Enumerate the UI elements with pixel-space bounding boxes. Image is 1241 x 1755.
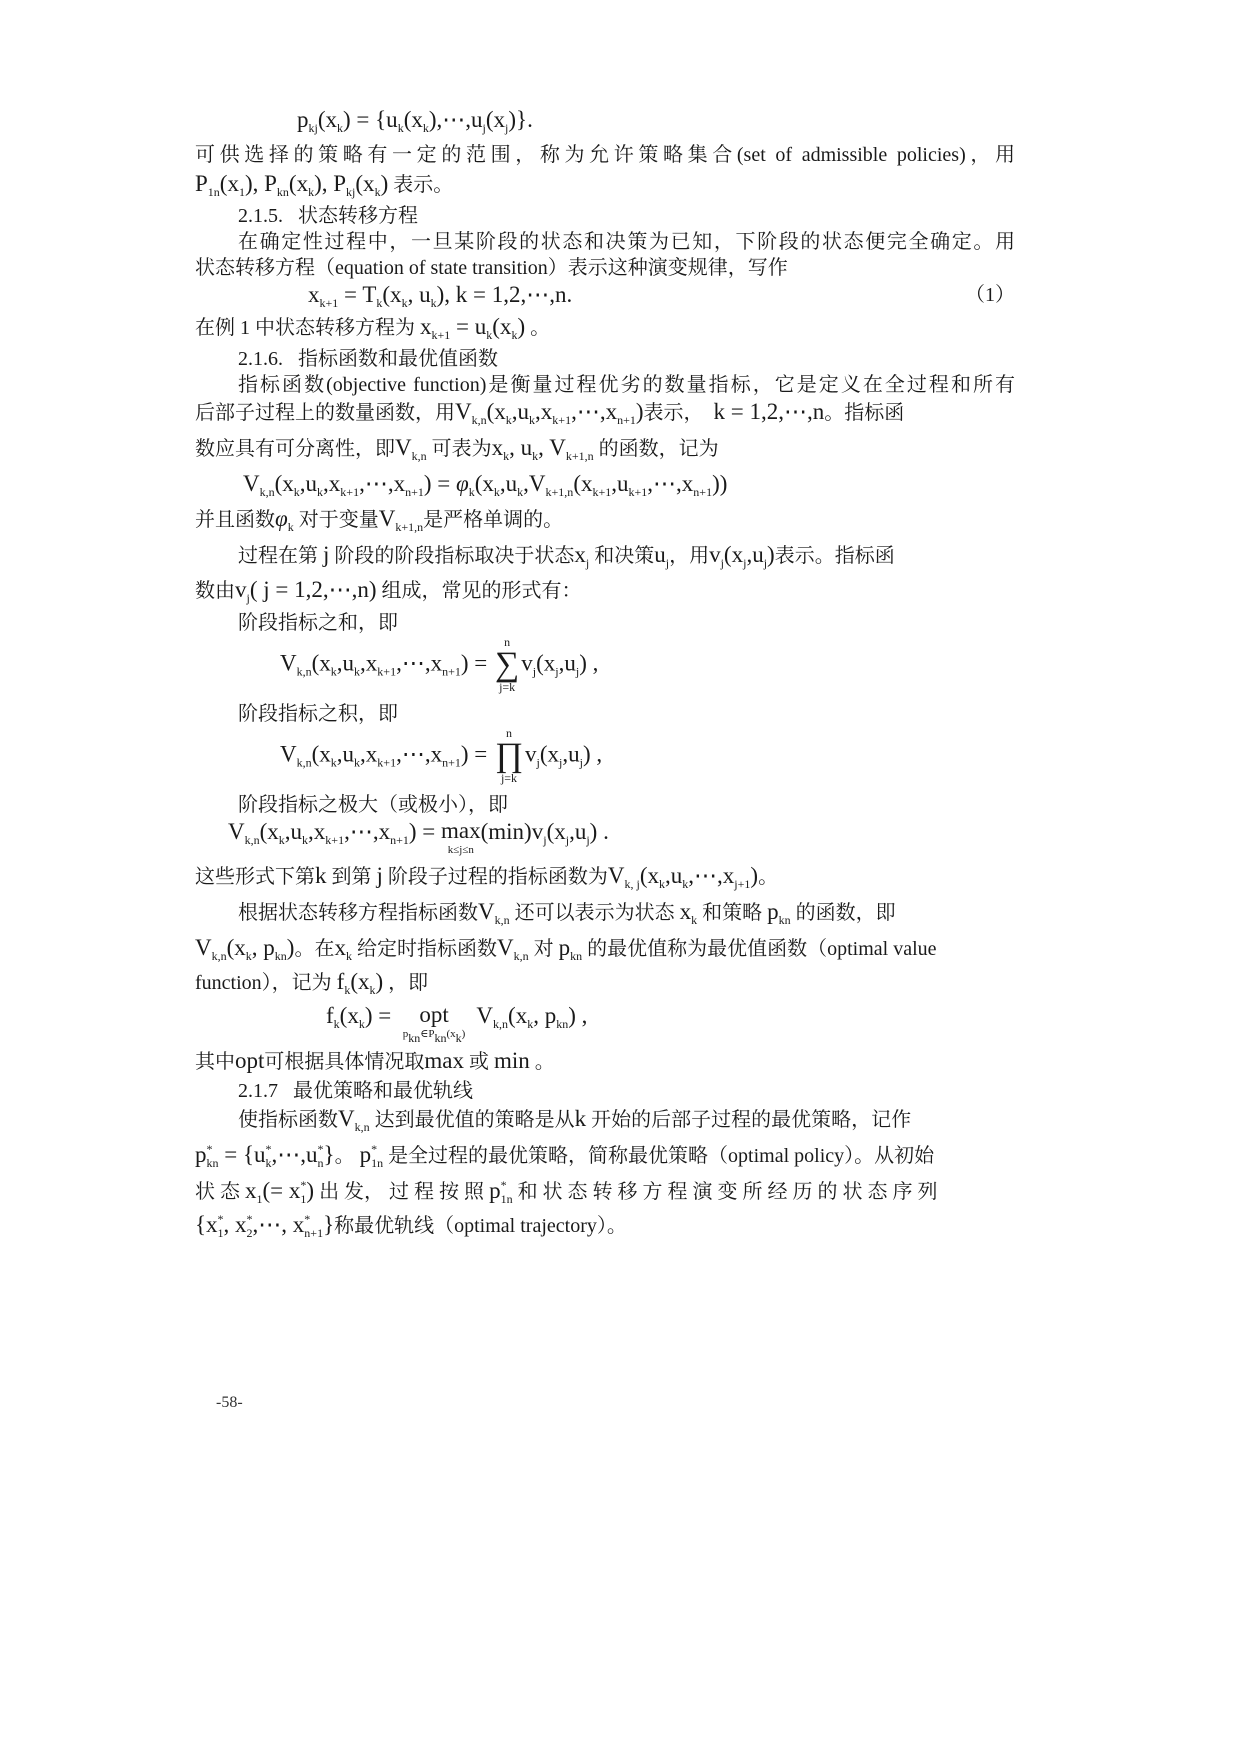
product-icon: n ∏ j=k <box>495 726 523 785</box>
formula-state-transition: $x_{k+1} = T_k(x_k$, $u_k$), k = 1,2,⋯,n. （1） <box>308 282 1015 310</box>
optimal-trajectory-definition: {$x^*_1$, $x^*_2,\cdots$, $x^*_{n+1}$}称最优轨线（optimal trajectory）。 <box>195 1212 627 1240</box>
optimal-policy-notation: $p^*_{kn}$ = $\{u^*_k,\cdots,u^*_n\}$。 $p^*_{1n}$ 是全过程的最优策略，简称最优策略（optimal policy）。从初始 <box>195 1142 935 1170</box>
formula-optimal-value: $f_k(x_k)$ = opt $p_{kn}\in P_{kn}(x_k)$ $V_{k,n}(x_k$, $p_{kn}$) , <box>326 1002 588 1045</box>
summation-icon: n ∑ j=k <box>495 635 520 694</box>
paragraph-deterministic: 在确定性过程中，一旦某阶段的状态和决策为已知，下阶段的状态便完全确定。用 <box>238 231 1015 253</box>
optimal-value-definition: $V_{k,n}(x_k$, $p_{kn}$)。在$x_k$ 给定时指标函数$V_{k,n}$ 对 $p_{kn}$ 的最优值称为最优值函数（optimal value <box>195 935 937 963</box>
product-label: 阶段指标之积，即 <box>238 703 398 725</box>
formula-max: $V_{k,n}(x_k,u_k,x_{k+1},\cdots,x_{n+1})$ = max k≤j≤n $(\min)v_j(x_j,u_j)$ . <box>228 818 609 856</box>
page-number: -58- <box>216 1394 243 1411</box>
equation-number: （1） <box>965 284 1015 306</box>
subprocess-objective: 这些形式下第k 到第 j 阶段子过程的指标函数为$V_{k, j}(x_k,u_k,\cdots,x_{j+1})$。 <box>195 863 779 891</box>
paragraph-objective-function: 指标函数(objective function)是衡量过程优劣的数量指标，它是定义在全过程和所有 <box>238 374 1015 396</box>
admissible-set-symbols: $P_{1n}(x_1)$, $P_{kn}(x_k)$, $P_{kj}(x_k)$ 表示。 <box>195 171 454 199</box>
formula-separable: $V_{k,n}(x_k,u_k,x_{k+1},\cdots,x_{n+1})$ = $\varphi_k(x_k,u_k,V_{k+1,n}(x_{k+1},u_{k+1},\cdots,x_{n+1}))$ <box>243 471 728 499</box>
paragraph-admissible-policies: 可供选择的策略有一定的范围，称为允许策略集合(set of admissible policies)，用 <box>195 144 1015 166</box>
formula-policy-kj: $p_{kj}(x_k)$ = $\{u_k(x_k),\cdots,u_j(x_j)\}$. <box>297 107 533 135</box>
formula-product: $V_{k,n}(x_k,u_k,x_{k+1},\cdots,x_{n+1})$ = n ∏ j=k $v_j(x_j,u_j)$ , <box>280 726 603 785</box>
section-heading-2-1-7: 2.1.7 最优策略和最优轨线 <box>238 1080 473 1102</box>
paragraph-state-transition: 状态转移方程（equation of state transition）表示这种演变规律，写作 <box>195 257 788 279</box>
formula-sum: $V_{k,n}(x_k,u_k,x_{k+1},\cdots,x_{n+1})$ = n ∑ j=k $v_j(x_j,u_j)$ , <box>280 635 599 694</box>
opt-note: 其中opt可根据具体情况取max 或 min 。 <box>195 1048 555 1073</box>
section-heading-2-1-5: 2.1.5. 状态转移方程 <box>238 205 418 227</box>
stage-index-composition: 数由$v_j$( j = 1,2,⋯,n) 组成，常见的形式有： <box>195 577 582 605</box>
sum-label: 阶段指标之和，即 <box>238 612 398 634</box>
opt-subscript: $p_{kn}\in P_{kn}(x_k)$ <box>402 1028 466 1045</box>
objective-definition: 后部子过程上的数量函数，用$V_{k,n}(x_k,u_k,x_{k+1},\cdots,x_{n+1})$表示， k = 1,2,⋯,n。指标函 <box>195 399 905 427</box>
section-heading-2-1-6: 2.1.6. 指标函数和最优值函数 <box>238 348 498 370</box>
optimal-trajectory-intro: 状 态 $x_1(= x^*_1)$ 出 发， 过 程 按 照 $p^*_{1n}$ 和 状 态 转 移 方 程 演 变 所 经 历 的 状 态 序 列 <box>195 1178 938 1206</box>
separability: 数应具有可分离性，即$V_{k,n}$ 可表为$x_k$, $u_k$, $V_{k+1,n}$ 的函数，记为 <box>195 435 719 463</box>
optimal-policy-definition: 使指标函数$V_{k,n}$ 达到最优值的策略是从k 开始的后部子过程的最优策略，记作 <box>238 1106 912 1134</box>
objective-as-policy: 根据状态转移方程指标函数$V_{k,n}$ 还可以表示为状态 $x_k$ 和策略 $p_{kn}$ 的函数，即 <box>238 899 896 927</box>
monotonic-statement: 并且函数$\varphi_k$ 对于变量$V_{k+1,n}$是严格单调的。 <box>195 506 564 534</box>
stage-index: 过程在第 j 阶段的阶段指标取决于状态$x_j$ 和决策$u_j$，用$v_j(x_j,u_j)$表示。指标函 <box>238 542 895 570</box>
max-label: 阶段指标之极大（或极小），即 <box>238 794 508 816</box>
optimal-value-notation: function），记为 $f_k(x_k)$ ，即 <box>195 969 429 997</box>
example-transition: 在例 1 中状态转移方程为 $x_{k+1} = u_k(x_k)$ 。 <box>195 314 551 342</box>
